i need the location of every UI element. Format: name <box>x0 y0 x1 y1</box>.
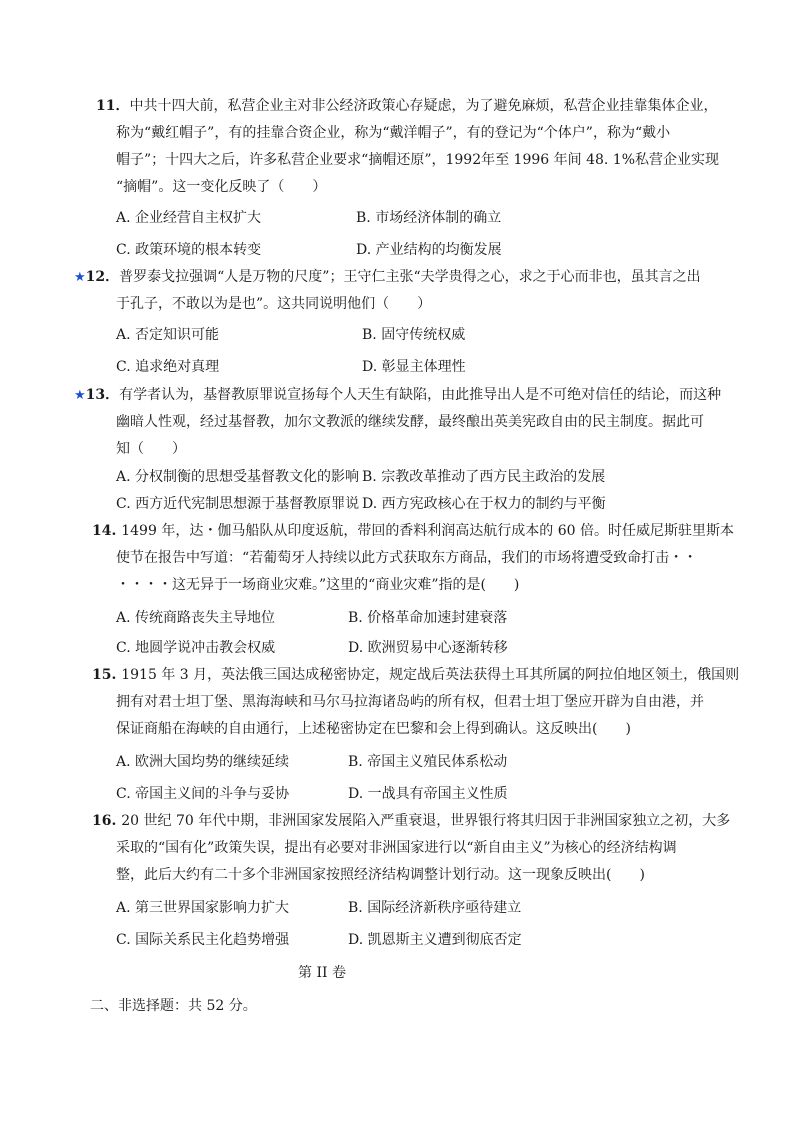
option-c: C. 政策环境的根本转变 <box>116 242 262 258</box>
section-title: 第 II 卷 <box>298 965 346 981</box>
question-text: 有学者认为，基督教原罪说宣扬每个人天生有缺陷，由此推导出人是不可绝对信任的结论，而这种 <box>119 387 722 403</box>
question-text: 中共十四大前，私营企业主对非公经济政策心存疑虑，为了避免麻烦，私营企业挂靠集体企业， <box>129 98 718 114</box>
option-c: C. 帝国主义间的斗争与妥协 <box>116 786 290 802</box>
question-text: 采取的“国有化”政策失误，提出有必要对非洲国家进行以“新自由主义”为核心的经济结构调 <box>116 840 677 856</box>
option-a: A. 否定知识可能 <box>116 327 220 343</box>
question-number: 16. <box>92 813 122 829</box>
question-text: 1499 年，达・伽马船队从印度返航，带回的香料利润高达航行成本的 60 倍。时任威尼斯驻里斯本 <box>121 523 735 539</box>
question-text: “摘帽”。这一变化反映了（ ） <box>116 179 327 195</box>
question-text: 整，此后大约有二十多个非洲国家按照经济结构调整计划行动。这一现象反映出( ) <box>116 867 645 883</box>
option-d: D. 产业结构的均衡发展 <box>356 242 502 258</box>
option-a: A. 欧洲大国均势的继续延续 <box>116 754 290 770</box>
option-b: B. 国际经济新秩序亟待建立 <box>348 900 522 916</box>
question-first-line <box>92 521 734 541</box>
option-b: B. 价格革命加速封建衰落 <box>348 610 508 626</box>
question-text: 称为“戴红帽子”，有的挂靠合资企业，称为“戴洋帽子”，有的登记为“个体户”，称为“戴小 <box>116 125 671 141</box>
option-c: C. 国际关系民主化趋势增强 <box>116 932 290 948</box>
question-number: 14. <box>92 523 122 539</box>
option-a: A. 企业经营自主权扩大 <box>116 210 262 226</box>
question-text: 拥有对君士坦丁堡、黑海海峡和马尔马拉海诸岛屿的所有权，但君士坦丁堡应开辟为自由港，并 <box>116 694 704 710</box>
question-text: 保证商船在海峡的自由通行，上述秘密协定在巴黎和会上得到确认。这反映出( ) <box>116 721 631 737</box>
option-a: A. 第三世界国家影响力扩大 <box>116 900 290 916</box>
option-d: D. 凯恩斯主义遭到彻底否定 <box>348 932 522 948</box>
question-first-line <box>74 267 701 287</box>
section-heading: 二、非选择题：共 52 分。 <box>90 998 257 1014</box>
question-text: 普罗泰戈拉强调“人是万物的尺度”；王守仁主张“夫学贵得之心，求之于心而非也，虽其言之出 <box>119 269 701 285</box>
question-number: 15. <box>92 667 122 683</box>
option-d: D. 彰显主体理性 <box>362 359 466 375</box>
question-text: 20 世纪 70 年代中期，非洲国家发展陷入严重衰退，世界银行将其归因于非洲国家独立之初，大多 <box>121 813 731 829</box>
question-text: 于孔子，不敢以为是也”。这共同说明他们（ ） <box>116 296 432 312</box>
option-c: C. 西方近代宪制思想源于基督教原罪说 <box>116 496 360 512</box>
question-number: 12． <box>85 269 120 285</box>
option-d: D. 欧洲贸易中心逐渐转移 <box>348 640 508 656</box>
question-number: 11． <box>96 98 130 114</box>
option-b: B. 固守传统权威 <box>362 327 466 343</box>
option-a: A. 传统商路丧失主导地位 <box>116 610 276 626</box>
star-icon: ★ <box>74 270 86 285</box>
question-text: 帽子”；十四大之后，许多私营企业要求“摘帽还原”，1992年至 1996 年间 48. 1%私营企业实现 <box>116 152 720 168</box>
question-first-line <box>74 385 721 405</box>
question-first-line <box>96 96 717 116</box>
option-d: D. 西方宪政核心在于权力的制约与平衡 <box>362 496 606 512</box>
question-number: 13． <box>85 387 120 403</box>
question-first-line <box>92 811 730 831</box>
option-a: A. 分权制衡的思想受基督教文化的影响 <box>116 469 360 485</box>
star-icon: ★ <box>74 388 86 403</box>
option-b: B. 宗教改革推动了西方民主政治的发展 <box>362 469 606 485</box>
question-text: ・・・・这无异于一场商业灾难。”这里的“商业灾难”指的是( ) <box>116 577 520 593</box>
option-b: B. 市场经济体制的确立 <box>356 210 502 226</box>
question-text: 幽暗人性观，经过基督教，加尔文教派的继续发酵，最终酿出英美宪政自由的民主制度。据此可 <box>116 414 704 430</box>
question-text: 1915 年 3 月，英法俄三国达成秘密协定，规定战后英法获得土耳其所属的阿拉伯地区领土，俄国则 <box>121 667 740 683</box>
question-text: 知（ ） <box>116 441 186 457</box>
option-d: D. 一战具有帝国主义性质 <box>348 786 508 802</box>
option-b: B. 帝国主义殖民体系松动 <box>348 754 508 770</box>
option-c: C. 地圆学说冲击教会权威 <box>116 640 276 656</box>
question-text: 使节在报告中写道：“若葡萄牙人持续以此方式获取东方商品，我们的市场将遭受致命打击・・ <box>116 550 698 566</box>
option-c: C. 追求绝对真理 <box>116 359 220 375</box>
question-first-line <box>92 665 739 685</box>
